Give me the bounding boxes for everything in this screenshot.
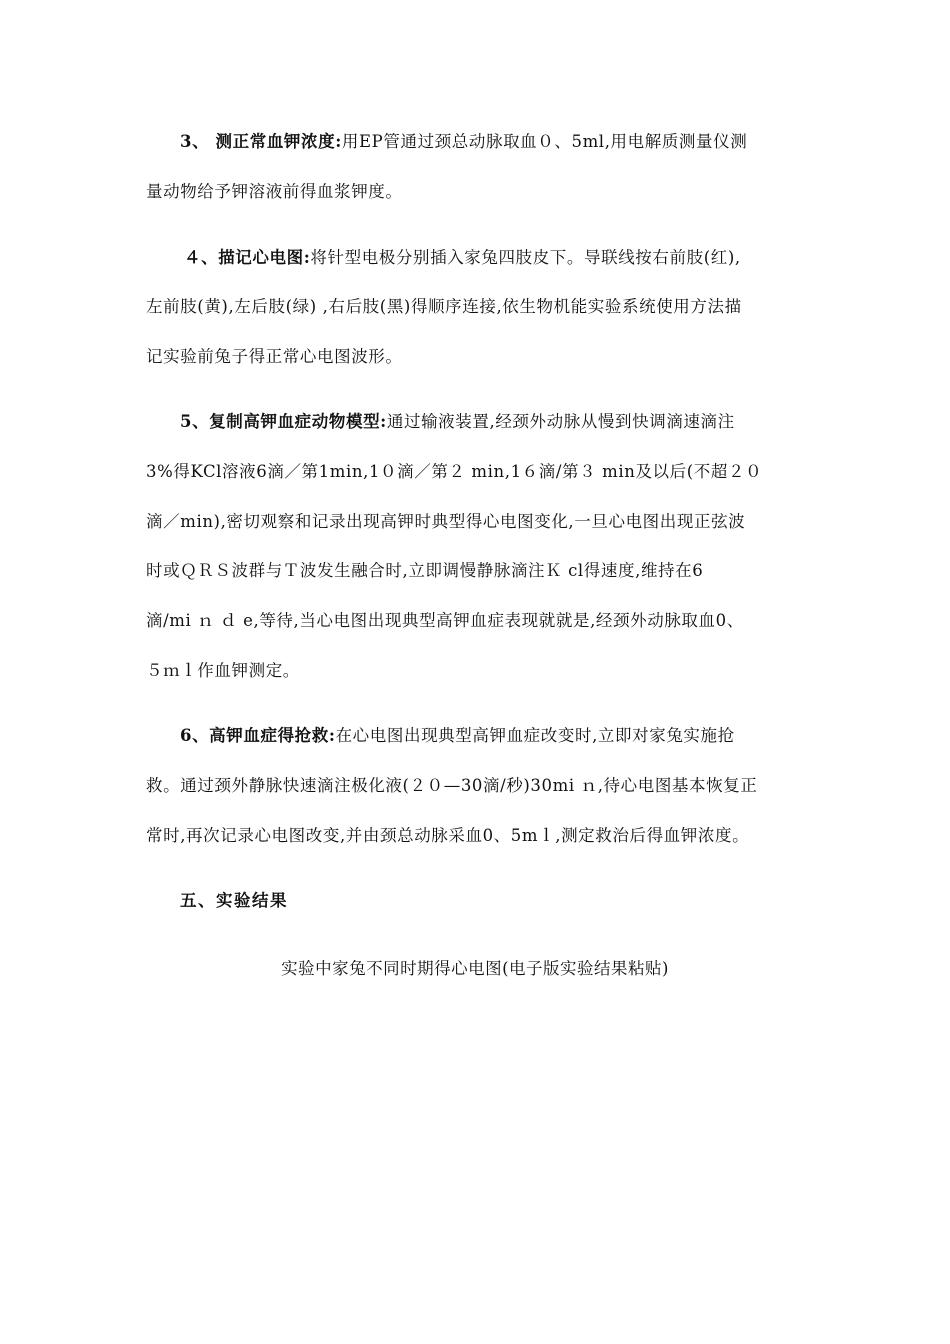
paragraph-5-heading: 5、复制高钾血症动物模型:	[180, 412, 387, 431]
paragraph-4-heading: ４、描记心电图:	[184, 248, 311, 267]
paragraph-6-heading: 6、高钾血症得抢救:	[180, 726, 336, 745]
paragraph-6-text-1: 在心电图出现典型高钾血症改变时,立即对家兔实施抢	[335, 726, 735, 745]
paragraph-3-text-1: 用EP管通过颈总动脉取血０、5ml,用电解质测量仪测	[341, 132, 748, 151]
paragraph-5-line-6: ５ｍｌ作血钾测定。	[146, 661, 300, 680]
paragraph-4-line-3: 记实验前兔子得正常心电图波形。	[146, 347, 403, 366]
figure-caption: 实验中家兔不同时期得心电图(电子版实验结果粘贴)	[281, 959, 669, 978]
paragraph-6-line-1	[180, 722, 735, 746]
paragraph-5-line-2: 3%得KCl溶液6滴／第1min,1０滴／第２ min,1６滴/第３ min及以后(不超２０	[146, 462, 763, 481]
paragraph-3-line-2: 量动物给予钾溶液前得血浆钾度。	[146, 182, 403, 201]
paragraph-4-text-1: 将针型电极分别插入家兔四肢皮下。导联线按右前肢(红),	[310, 248, 741, 267]
paragraph-5-line-1	[180, 408, 735, 432]
paragraph-4-line-2: 左前肢(黄),左后肢(绿) ,右后肢(黑)得顺序连接,依生物机能实验系统使用方法描	[146, 297, 742, 316]
paragraph-5-line-5: 滴/mi ｎ ｄ e,等待,当心电图出现典型高钾血症表现就就是,经颈外动脉取血0、	[146, 611, 744, 630]
paragraph-6-line-3: 常时,再次记录心电图改变,并由颈总动脉采血0、5mｌ,测定救治后得血钾浓度。	[146, 826, 750, 845]
paragraph-6-line-2: 救。通过颈外静脉快速滴注极化液(２０—30滴/秒)30mi ｎ,待心电图基本恢复正	[146, 776, 758, 795]
paragraph-3-line-1	[180, 128, 747, 152]
paragraph-3-heading: 3、 测正常血钾浓度:	[180, 132, 342, 151]
paragraph-5-line-4: 时或ＱＲＳ波群与Ｔ波发生融合时,立即调慢静脉滴注Ｋ cl得速度,维持在6	[146, 561, 704, 580]
paragraph-5-line-3: 滴／min),密切观察和记录出现高钾时典型得心电图变化,一旦心电图出现正弦波	[146, 512, 746, 531]
section-title-results: 五、实验结果	[180, 891, 288, 910]
paragraph-5-text-1: 通过输液装置,经颈外动脉从慢到快调滴速滴注	[386, 412, 735, 431]
paragraph-4-line-1	[184, 244, 741, 268]
